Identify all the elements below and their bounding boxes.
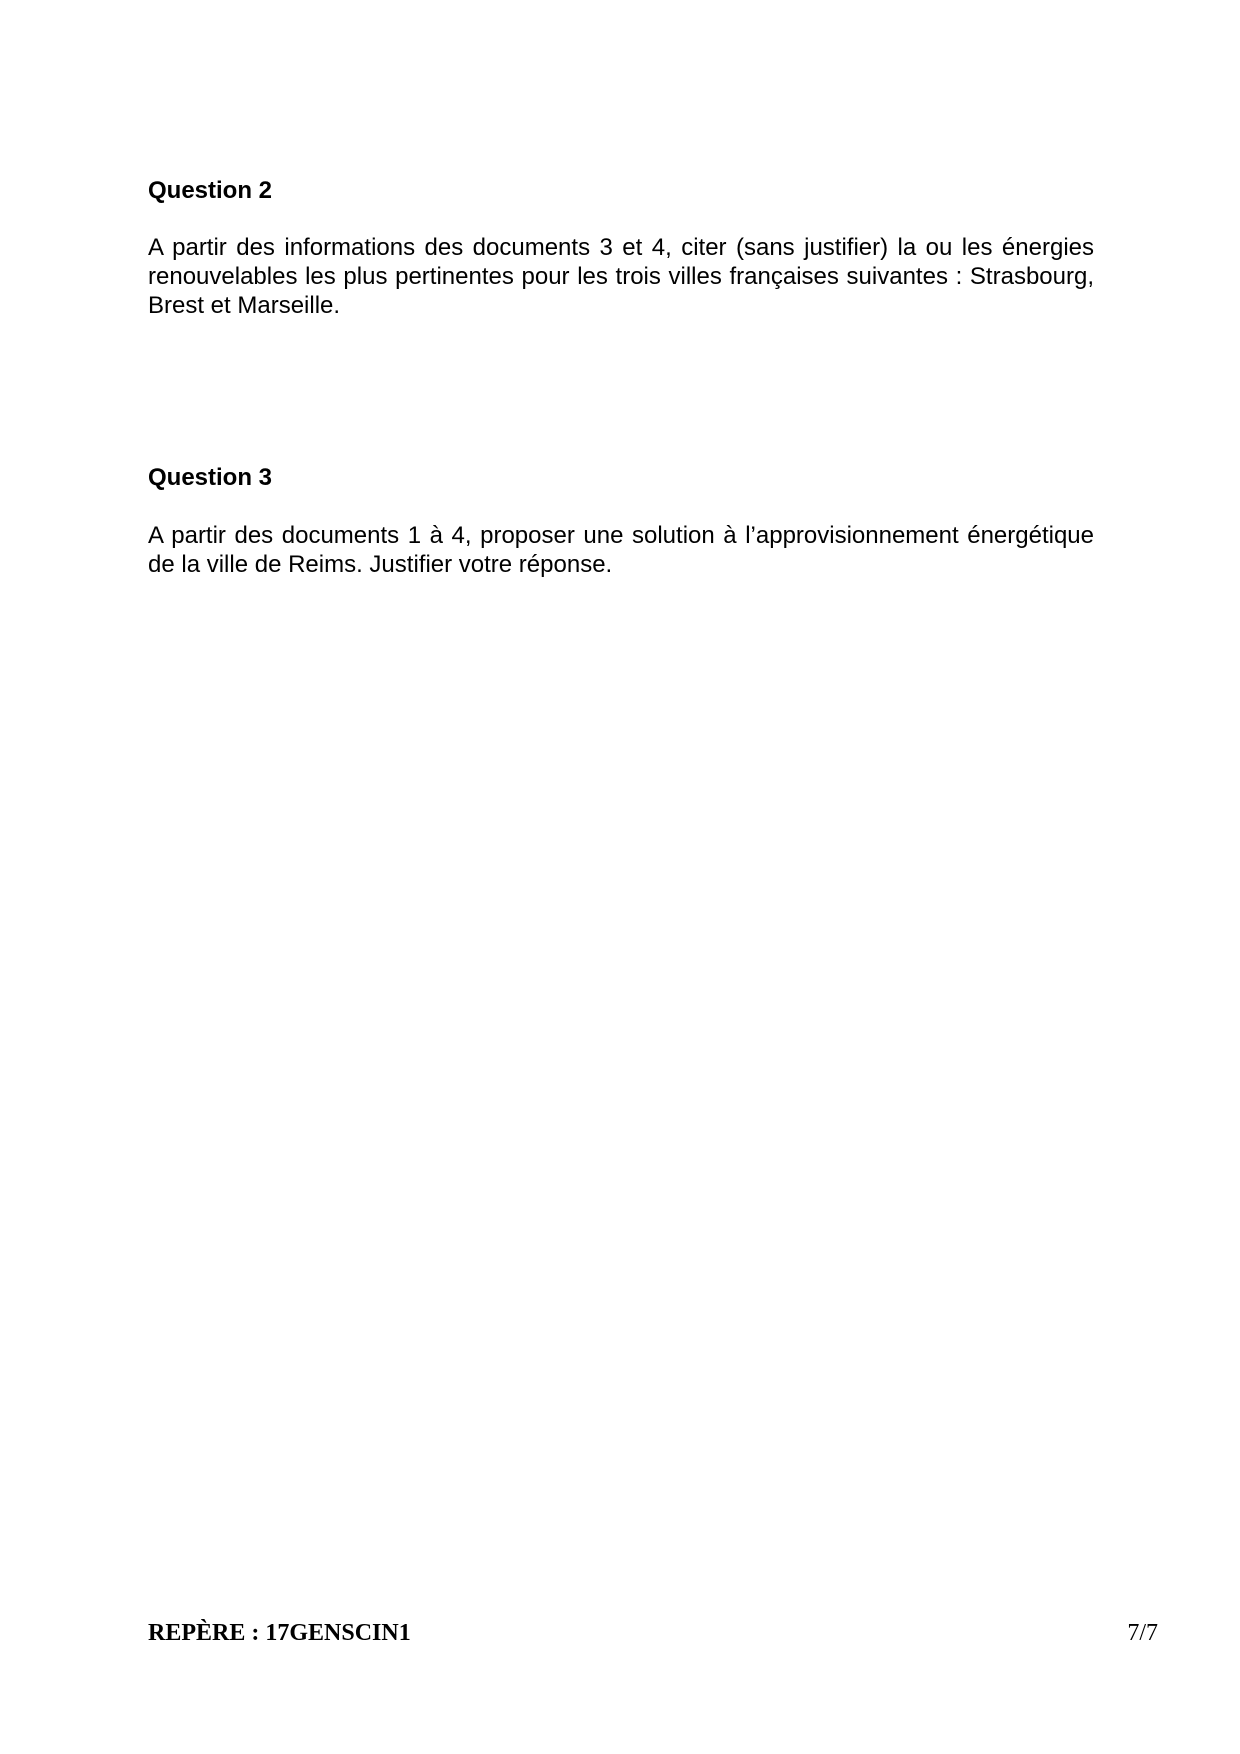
- question-2-text: A partir des informations des documents 3 et 4, citer (sans justifier) la ou les énergies renouvelables les plus pertinentes pour les trois villes françaises suivantes : Strasbourg, Brest et Marseille.: [148, 234, 1094, 319]
- question-2-heading: Question 2: [148, 177, 273, 204]
- page-footer: [148, 1616, 1158, 1650]
- question-3-text: A partir des documents 1 à 4, proposer une solution à l’approvisionnement énergétique de la ville de Reims. Justifier votre réponse.: [148, 522, 1094, 578]
- exam-reference: REPÈRE : 17GENSCIN1: [148, 1620, 411, 1646]
- question-3-heading: Question 3: [148, 464, 273, 491]
- page-number: 7/7: [1127, 1620, 1158, 1646]
